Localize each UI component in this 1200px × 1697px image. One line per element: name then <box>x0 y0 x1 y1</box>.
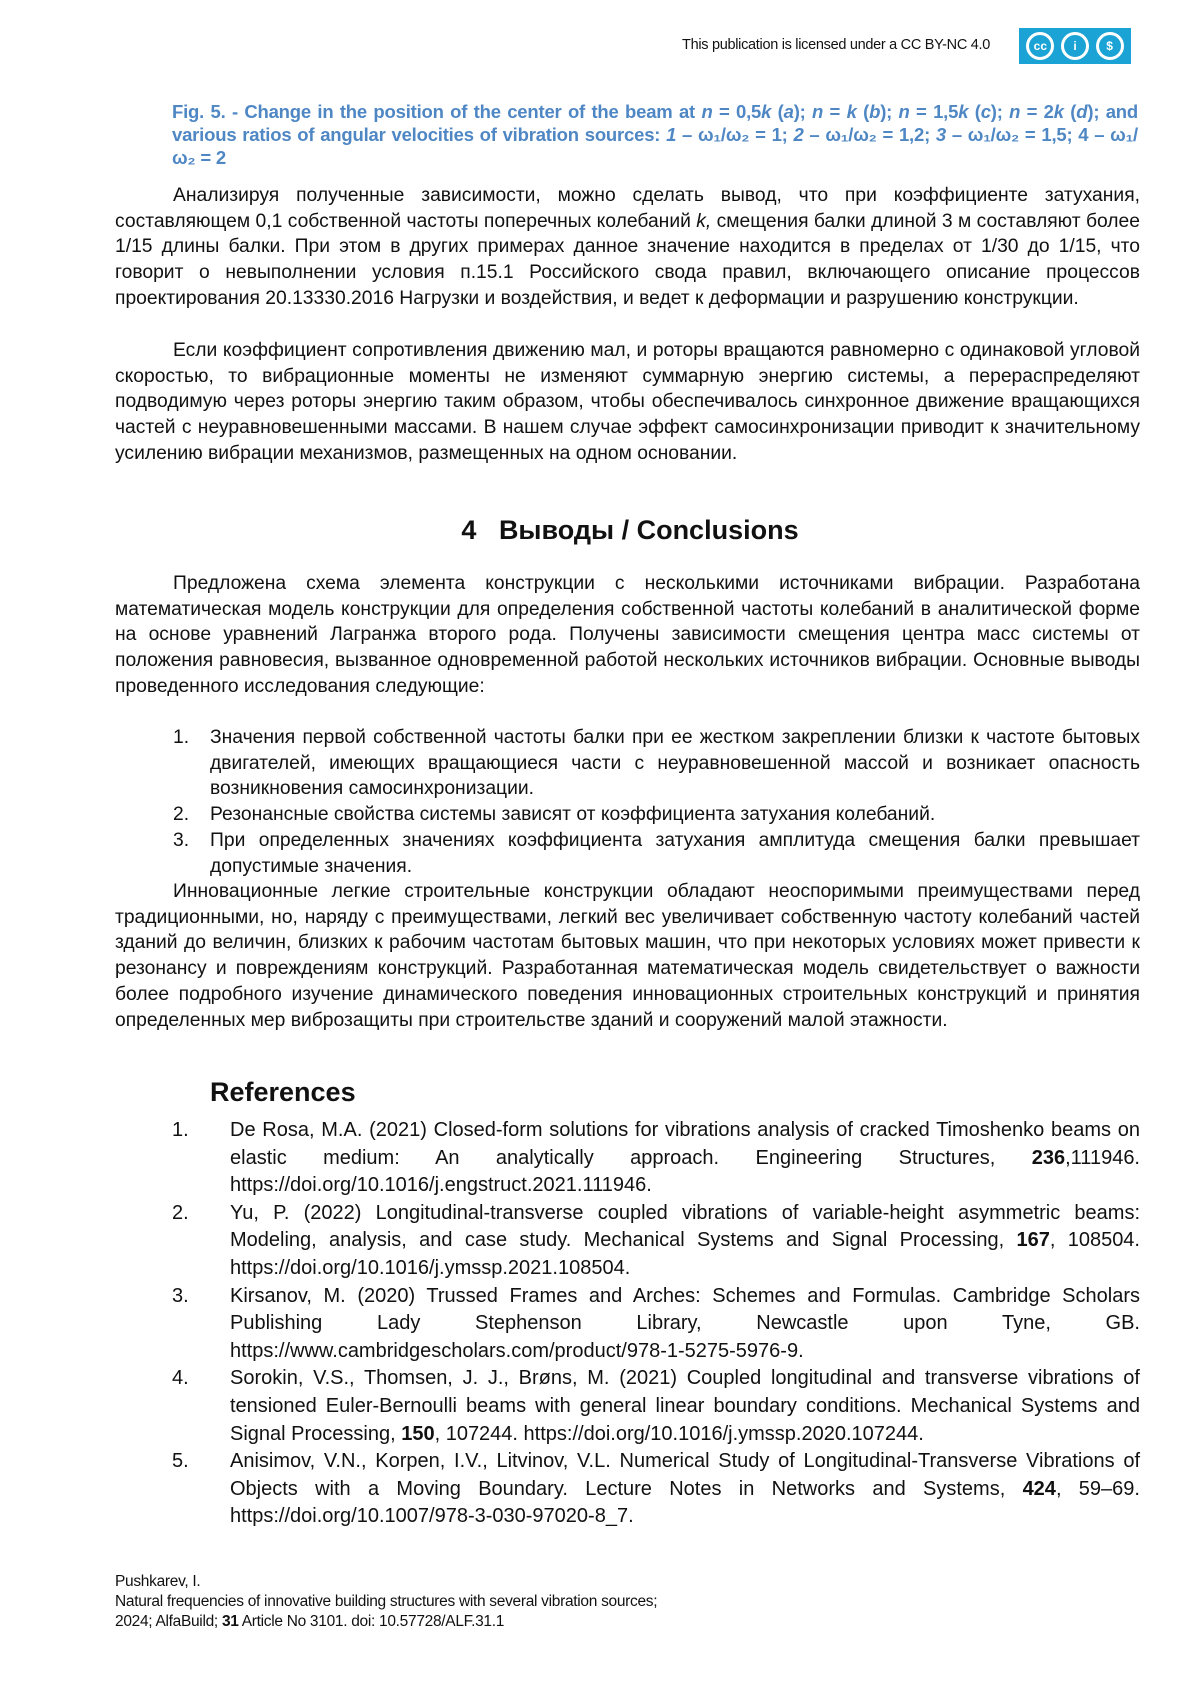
reference-item: 3. Kirsanov, M. (2020) Trussed Frames and Arches: Schemes and Formulas. Cambridge Scholars Publishing Lady Stephenson Library, Newcastle upon Tyne, GB. https://www.cambridgescholars.com/product/978-1-5275-5976-9. <box>172 1283 1140 1366</box>
noncommercial-icon: $ <box>1096 32 1124 60</box>
footer-author: Pushkarev, I. <box>115 1572 657 1592</box>
references-list <box>172 1117 1140 1531</box>
footer-title: Natural frequencies of innovative building structures with several vibration sources; <box>115 1592 657 1612</box>
section-heading: 4 Выводы / Conclusions <box>0 515 1200 546</box>
body-paragraph: Если коэффициент сопротивления движению мал, и роторы вращаются равномерно с одинаковой угловой скоростью, то вибрационные моменты не изменяют суммарную энергию системы, а перераспределяют подводимую через роторы энергию таким образом, чтобы обеспечивалось синхронное движение вращающихся частей с неуравновешенными массами. В нашем случае эффект самосинхронизации приводит к значительному усилению вибрации механизмов, размещенных на одном основании. <box>115 338 1140 467</box>
footer-citation: 2024; AlfaBuild; 31 Article No 3101. doi: 10.57728/ALF.31.1 <box>115 1612 657 1632</box>
reference-item: 1. De Rosa, M.A. (2021) Closed-form solutions for vibrations analysis of cracked Timoshenko beams on elastic medium: An analytically approach. Engineering Structures, 236,111946. https://doi.org/10.1016/j.engstruct.2021.111946. <box>172 1117 1140 1200</box>
attribution-icon: i <box>1061 32 1089 60</box>
reference-item: 5. Anisimov, V.N., Korpen, I.V., Litvinov, V.L. Numerical Study of Longitudinal-Transverse Vibrations of Objects with a Moving Boundary. Lecture Notes in Networks and Systems, 424, 59–69. https://doi.org/10.1007/978-3-030-97020-8_7. <box>172 1448 1140 1531</box>
license-notice: This publication is licensed under a CC BY-NC 4.0 <box>600 37 990 53</box>
conclusions-list <box>115 725 1140 879</box>
reference-item: 4. Sorokin, V.S., Thomsen, J. J., Brøns, M. (2021) Coupled longitudinal and transverse vibrations of tensioned Euler-Bernoulli beams with general linear boundary conditions. Mechanical Systems and Signal Processing, 150, 107244. https://doi.org/10.1016/j.ymssp.2020.107244. <box>172 1365 1140 1448</box>
body-paragraph: Предложена схема элемента конструкции с несколькими источниками вибрации. Разработана математическая модель конструкции для определения собственной частоты колебаний в аналитической форме на основе уравнений Лагранжа второго рода. Получены зависимости смещения центра масс системы от положения равновесия, вызванное одновременной работой нескольких источников вибрации. Основные выводы проведенного исследования следующие: <box>115 571 1140 700</box>
list-item: 2. Резонансные свойства системы зависят от коэффициента затухания колебаний. <box>115 802 1140 828</box>
cc-icon: cc <box>1026 32 1054 60</box>
references-heading: References <box>210 1077 356 1108</box>
reference-item: 2. Yu, P. (2022) Longitudinal-transverse coupled vibrations of variable-height asymmetric beams: Modeling, analysis, and case study. Mechanical Systems and Signal Processing, 167, 108504. https://doi.org/10.1016/j.ymssp.2021.108504. <box>172 1200 1140 1283</box>
body-paragraph: Инновационные легкие строительные конструкции обладают неоспоримыми преимуществами перед традиционными, но, наряду с преимуществами, легкий вес увеличивает собственную частоту колебаний частей зданий до величин, близких к рабочим частотам бытовых машин, что при некоторых условиях может привести к резонансу и повреждениям конструкций. Разработанная математическая модель свидетельствует о важности более подробного изучение динамического поведения инновационных строительных конструкций и принятия определенных мер виброзащиты при строительстве зданий и сооружений малой этажности. <box>115 879 1140 1033</box>
document-page <box>0 0 1200 1697</box>
cc-by-nc-logo[interactable] <box>1019 28 1131 64</box>
list-item: 1. Значения первой собственной частоты балки при ее жестком закреплении близки к частоте бытовых двигателей, имеющих вращающиеся части с неуравновешенной массой и возникает опасность возникновения самосинхронизации. <box>115 725 1140 802</box>
body-paragraph: Анализируя полученные зависимости, можно сделать вывод, что при коэффициенте затухания, составляющем 0,1 собственной частоты поперечных колебаний k, смещения балки длиной 3 м составляют более 1/15 длины балки. При этом в других примерах данное значение находится в пределах от 1/30 до 1/15, что говорит о невыполнении условия п.15.1 Российского свода правил, включающего описание процессов проектирования 20.13330.2016 Нагрузки и воздействия, и ведет к деформации и разрушению конструкции. <box>115 183 1140 312</box>
list-item: 3. При определенных значениях коэффициента затухания амплитуда смещения балки превышает допустимые значения. <box>115 828 1140 879</box>
page-footer <box>115 1572 657 1632</box>
figure-caption: Fig. 5. - Change in the position of the center of the beam at n = 0,5k (a); n = k (b); n = 1,5k (c); n = 2k (d); and various ratios of angular velocities of vibration sources: 1 – ω₁/ω₂ = 1; 2 – ω₁/ω₂ = 1,2; 3 – ω₁/ω₂ = 1,5; 4 – ω₁/ω₂ = 2 <box>172 100 1138 169</box>
